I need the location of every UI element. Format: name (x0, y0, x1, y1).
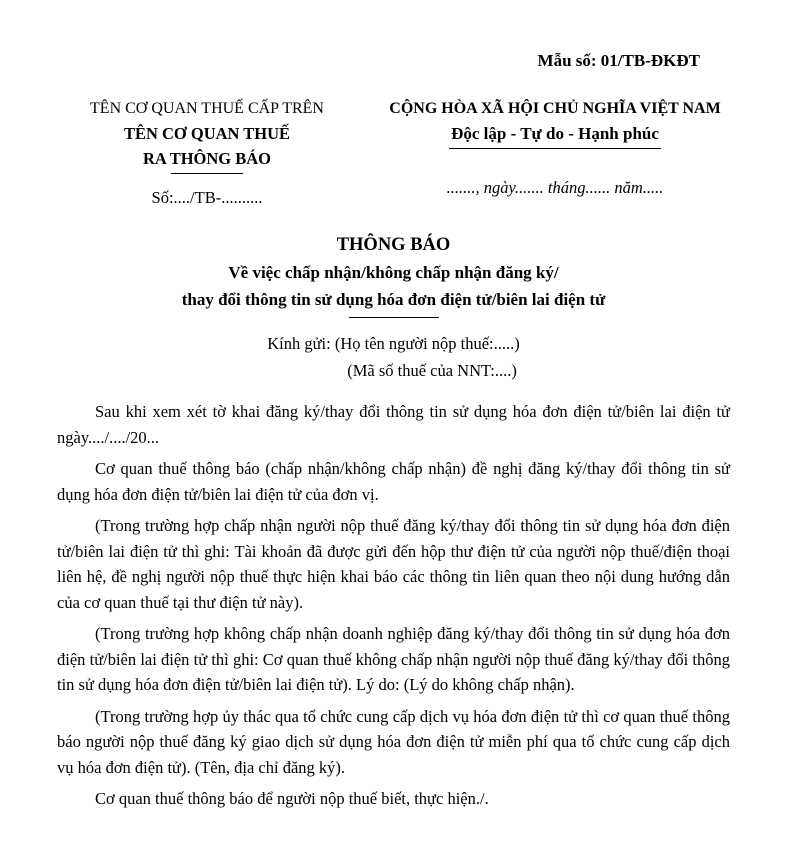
national-header-block (380, 96, 730, 210)
document-number-line: Số:..../TB-.......... (151, 188, 263, 207)
form-number: Mẫu số: 01/TB-ĐKĐT (537, 51, 700, 70)
salutation-taxcode-line: (Mã số thuế của NNT:....) (347, 361, 517, 380)
issuing-agency-block (57, 96, 357, 210)
document-subtitle-line2: thay đổi thông tin sử dụng hóa đơn điện tử/biên lai điện tử (181, 290, 606, 309)
paragraph-notification: Cơ quan thuế thông báo (chấp nhận/không chấp nhận) đề nghị đăng ký/thay đổi thông tin sử dụng hóa đơn điện tử/biên lai điện tử của đơn vị. (57, 459, 730, 504)
national-title: CỘNG HÒA XÃ HỘI CHỦ NGHĨA VIỆT NAM (389, 100, 721, 117)
superior-tax-agency-name: TÊN CƠ QUAN THUẾ CẤP TRÊN (90, 100, 324, 117)
tax-agency-name: TÊN CƠ QUAN THUẾ (123, 124, 291, 143)
paragraph-review: Sau khi xem xét tờ khai đăng ký/thay đổi thông tin sử dụng hóa đơn điện tử/biên lai điện tử ngày..../..../20... (57, 402, 730, 447)
title-block (57, 231, 730, 318)
salutation-recipient-line: Kính gửi: (Họ tên người nộp thuế:.....) (267, 334, 520, 353)
paragraph-closing: Cơ quan thuế thông báo để người nộp thuế biết, thực hiện./. (95, 789, 489, 808)
document-subtitle-line1: Về việc chấp nhận/không chấp nhận đăng ký/ (228, 263, 559, 282)
salutation-lines (267, 330, 520, 384)
document-title: THÔNG BÁO (336, 235, 451, 255)
national-motto: Độc lập - Tự do - Hạnh phúc (449, 121, 661, 149)
national-motto-row (380, 121, 730, 149)
place-date-line: ......., ngày....... tháng...... năm..... (446, 178, 664, 197)
document-header (57, 96, 730, 210)
issuing-notice-line: RA THÔNG BÁO (142, 149, 272, 168)
document-body (57, 399, 730, 812)
salutation-block (57, 330, 730, 384)
paragraph-rejection-case: (Trong trường hợp không chấp nhận doanh nghiệp đăng ký/thay đổi thông tin sử dụng hóa đơn điện tử/biên lai điện tử thì ghi: Cơ quan thuế không chấp nhận người nộp thuế đăng ký/thay đổi thông tin sử dụng hóa đơn điện tử/biên lai điện tử). Lý do: (Lý do không chấp nhận). (57, 624, 730, 694)
agency-separator-line (171, 173, 243, 174)
title-separator-line (349, 317, 439, 318)
paragraph-delegation-case: (Trong trường hợp ủy thác qua tổ chức cung cấp dịch vụ hóa đơn điện tử thì cơ quan thuế thông báo người nộp thuế đăng ký giao dịch sử dụng hóa đơn điện tử miễn phí qua tổ chức cung cấp dịch vụ hóa đơn điện tử). (Tên, địa chỉ đăng ký). (57, 706, 730, 777)
paragraph-acceptance-case: (Trong trường hợp chấp nhận người nộp thuế đăng ký/thay đổi thông tin sử dụng hóa đơn điện tử/biên lai điện tử thì ghi: Tài khoản đã được gửi đến hộp thư điện tử của người nộp thuế/điện thoại liên hệ, đề nghị người nộp thuế thực hiện khai báo các thông tin liên quan theo nội dung hướng dẫn của cơ quan thuế tại thư điện tử này). (57, 516, 730, 612)
